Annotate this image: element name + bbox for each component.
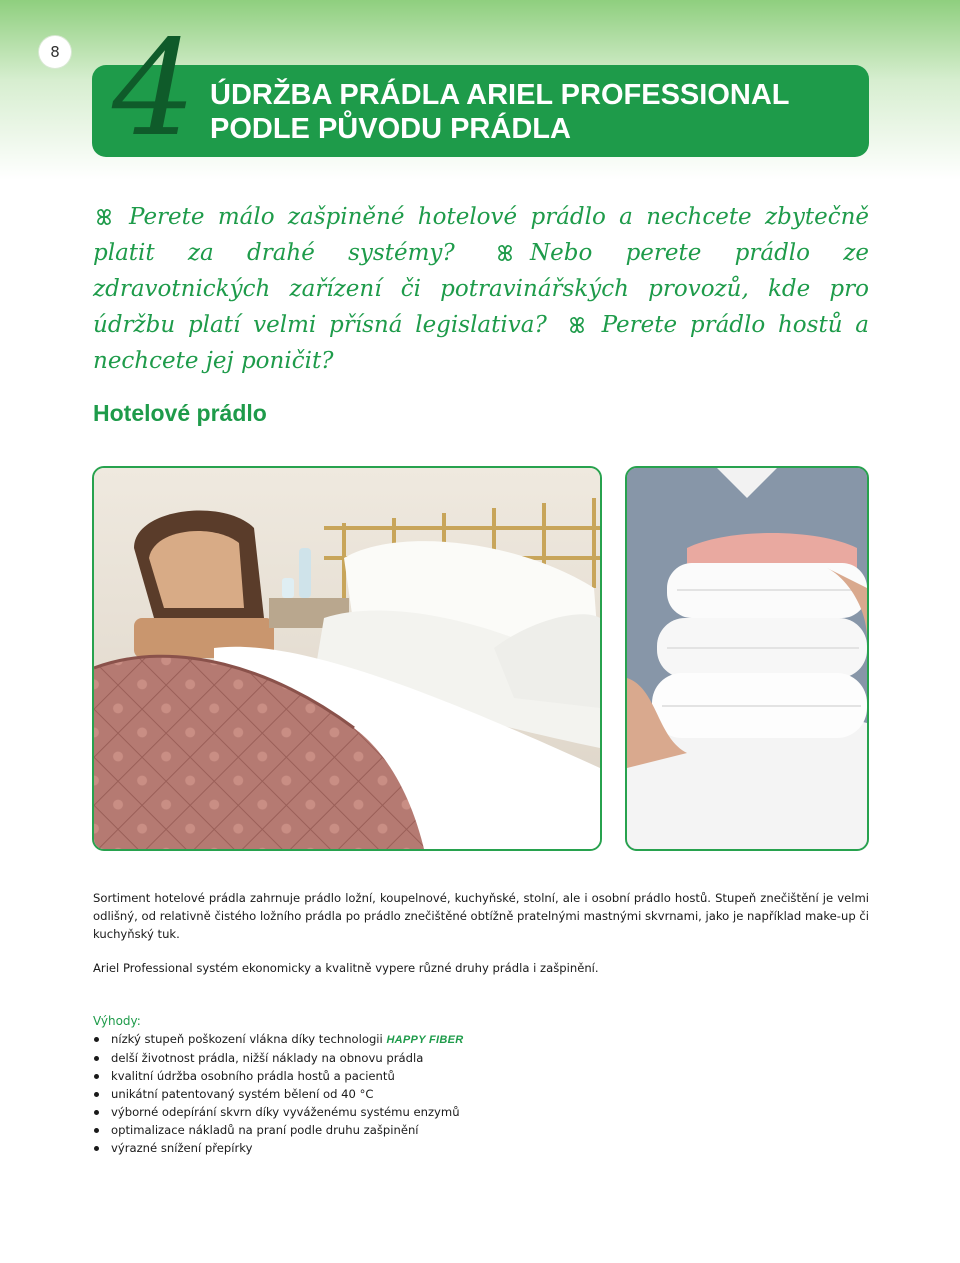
intro-paragraph: [93, 199, 869, 379]
list-item: výborné odepírání skvrn díky vyváženému systému enzymů: [93, 1103, 869, 1121]
section-heading: Hotelové prádlo: [93, 400, 267, 426]
list-item: výrazné snížení přepírky: [93, 1139, 869, 1157]
clover-icon: [494, 244, 516, 262]
intro-sentence-1: Perete málo zašpiněné hotelové prádlo a nechcete zbytečně platit za drahé systémy?: [93, 204, 869, 266]
intro-sentence-2: Nebo perete prádlo ze zdravotnických zařízení či potravinářských provozů, kde pro údržbu platí velmi přísná legislativa?: [93, 240, 869, 338]
chapter-number: 4: [112, 12, 190, 166]
summary-paragraph: Ariel Professional systém ekonomicky a kvalitně vypere různé druhy prádla i zašpinění.: [93, 961, 599, 975]
benefits-list: [93, 1030, 869, 1157]
chapter-title-line-1: ÚDRŽBA PRÁDLA ARIEL PROFESSIONAL: [210, 79, 790, 111]
description-paragraph: Sortiment hotelové prádla zahrnuje prádlo ložní, koupelnové, kuchyňské, stolní, ale i osobní prádlo hostů. Stupeň znečištění je velmi odlišný, od relativně čistého ložního prádla po prádlo znečištěné obtížně pratelnými mastnými skvrnami, jako je například make-up či kuchyňský tuk.: [93, 891, 869, 941]
list-item: delší životnost prádla, nižší náklady na obnovu prádla: [93, 1049, 869, 1067]
intro-sentence-3: Perete prádlo hostů a nechcete jej poničit?: [93, 312, 869, 374]
chapter-title-line-2: PODLE PŮVODU PRÁDLA: [210, 113, 571, 145]
page-number: [39, 36, 71, 68]
list-item: unikátní patentovaný systém bělení od 40 °C: [93, 1085, 869, 1103]
chapter-title: [210, 78, 850, 146]
happy-fiber-brand: HAPPY FIBER: [386, 1034, 464, 1046]
page-number-text: 8: [50, 43, 60, 61]
list-item: kvalitní údržba osobního prádla hostů a pacientů: [93, 1067, 869, 1085]
list-item: [93, 1030, 869, 1049]
benefit-item-1-text: nízký stupeň poškození vlákna díky technologii: [111, 1032, 387, 1046]
folded-towels-photo: [625, 466, 869, 851]
list-item: optimalizace nákladů na praní podle druhu zašpinění: [93, 1121, 869, 1139]
hotel-bed-photo: [92, 466, 602, 851]
clover-icon: [93, 208, 115, 226]
clover-icon: [566, 316, 588, 334]
benefits-heading: Výhody:: [93, 1014, 141, 1028]
